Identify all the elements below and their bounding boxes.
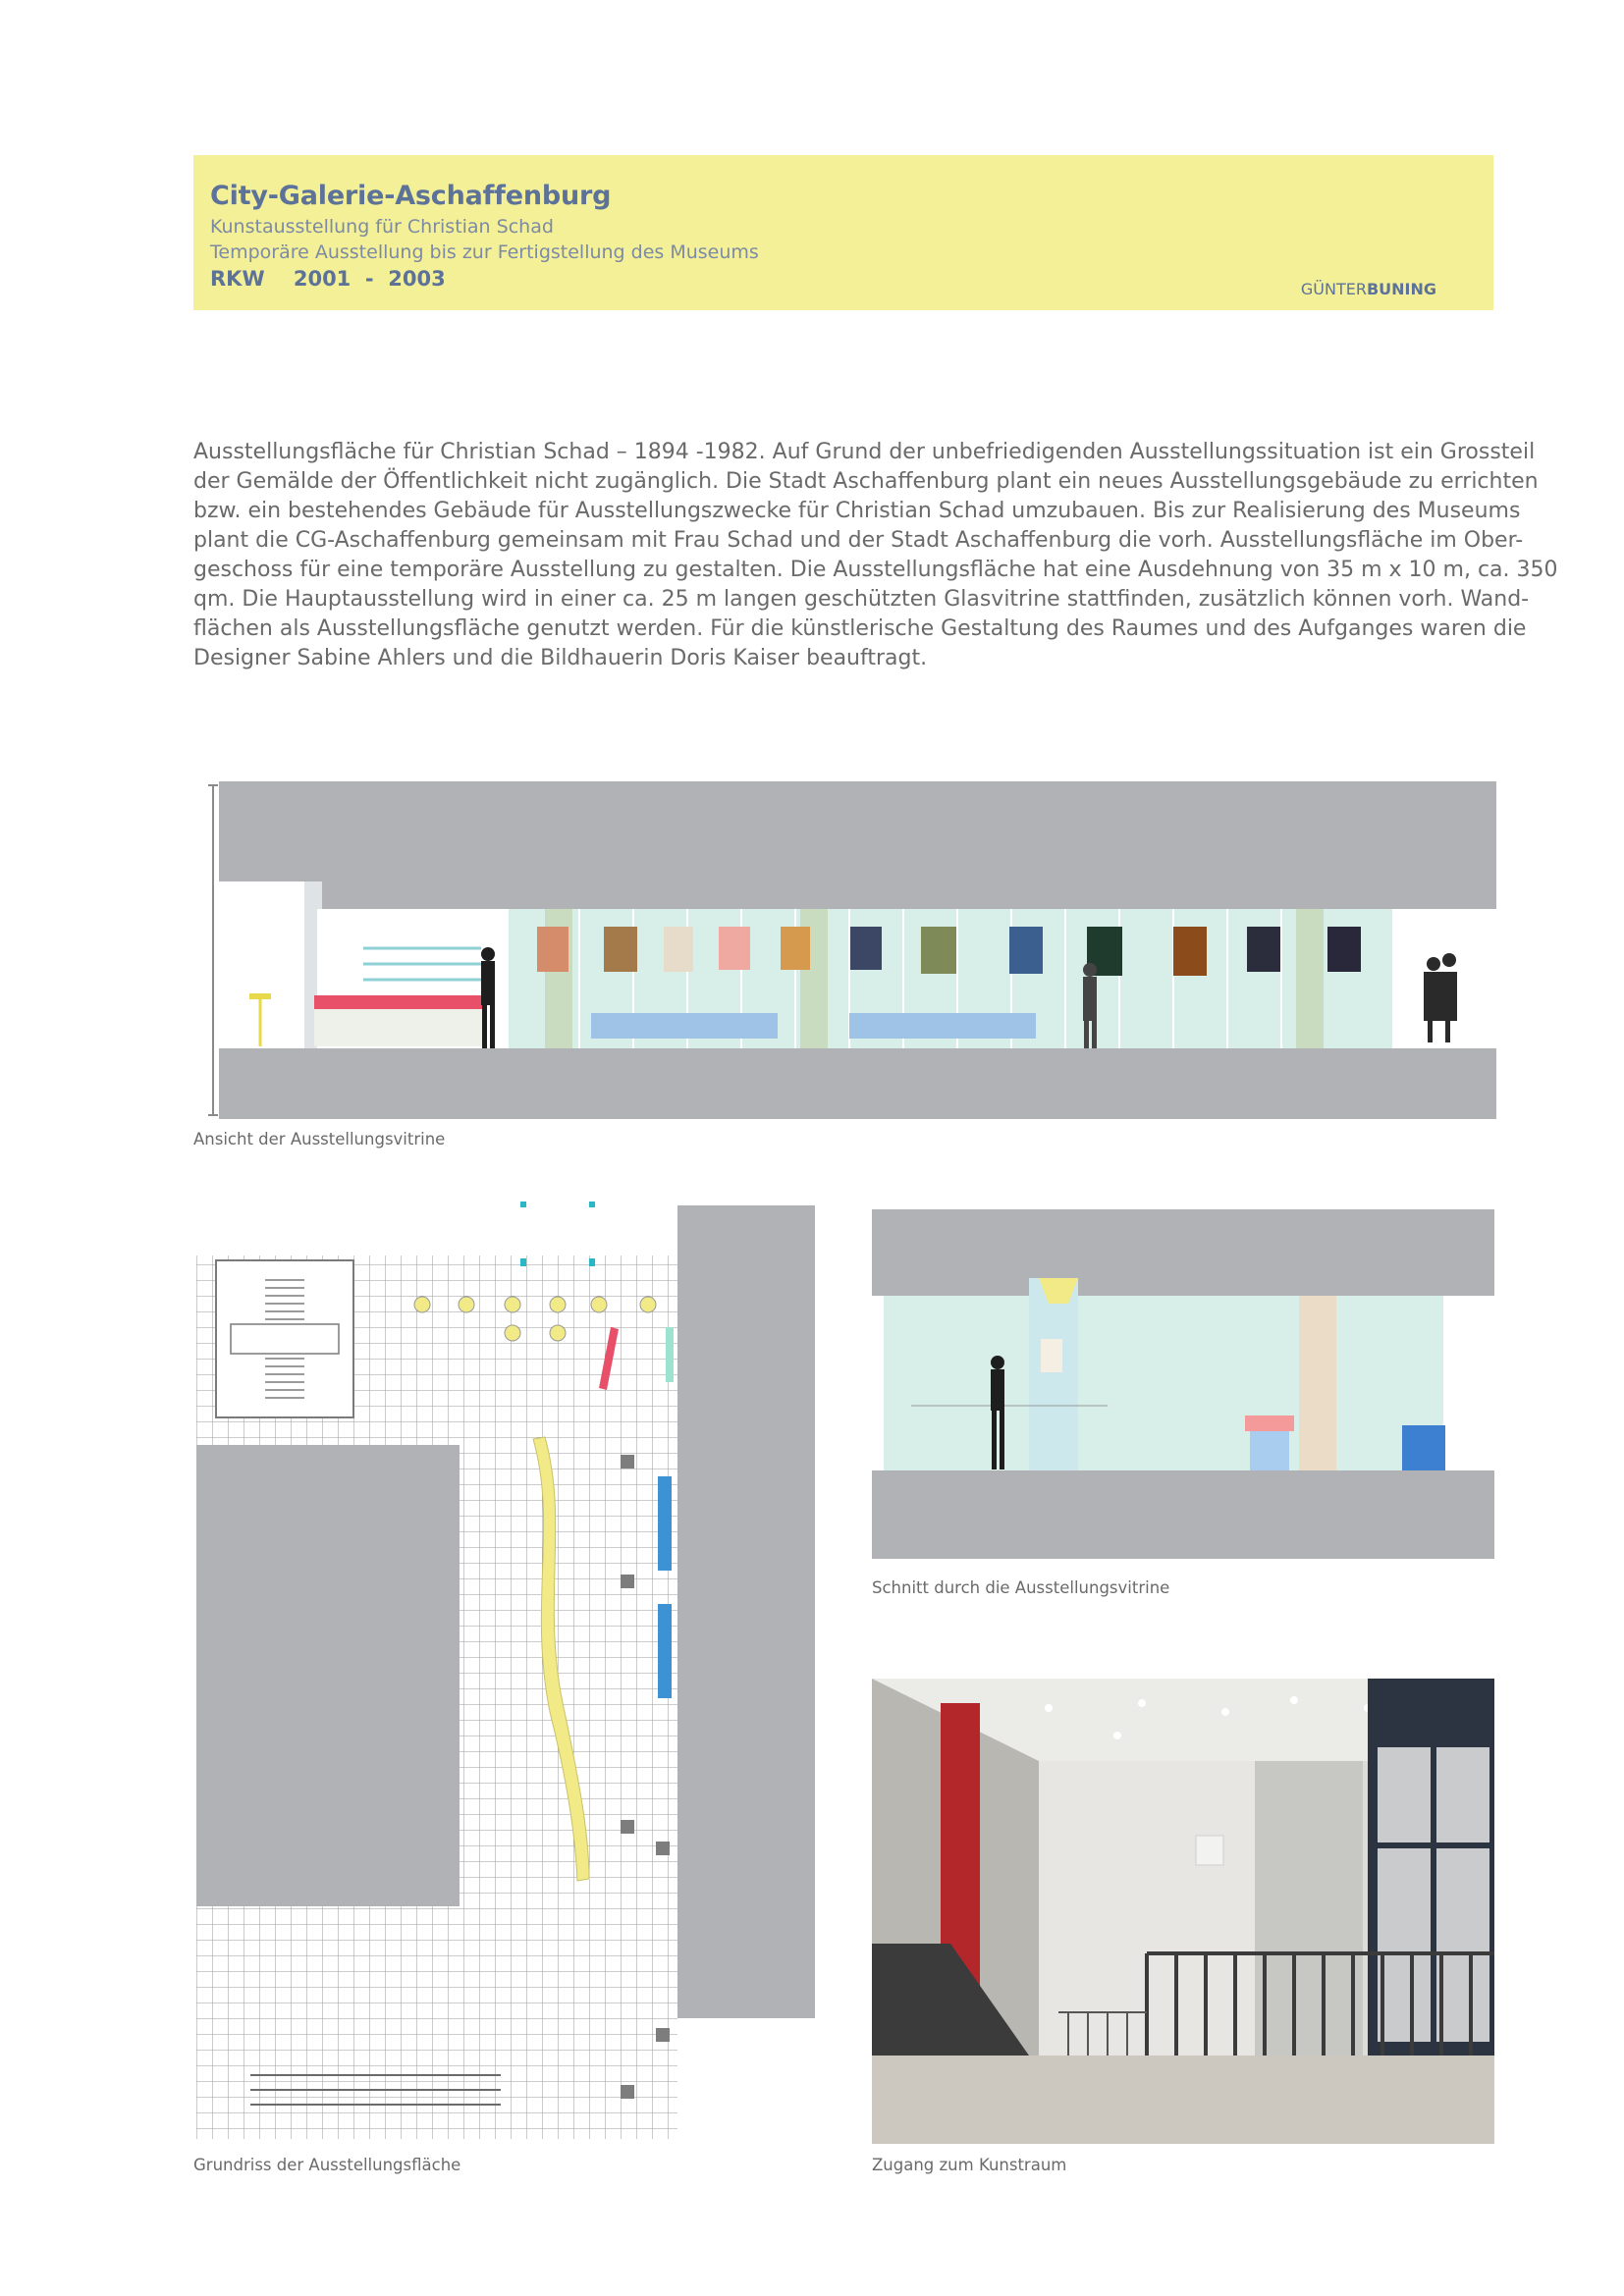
section-drawing — [872, 1209, 1494, 1559]
caption-plan: Grundriss der Ausstellungsfläche — [193, 2156, 461, 2174]
entrance-area — [219, 881, 317, 1048]
counter-section — [1245, 1415, 1294, 1431]
wall-block-left — [196, 1445, 460, 1906]
body-line: geschoss für eine temporäre Ausstellung zu gestalten. Die Ausstellungsfläche hat eine Ausdehnung von 35 m x 10 m, ca. 350 — [193, 558, 1558, 582]
hanging-painting — [1041, 1339, 1062, 1372]
display-panel — [666, 1327, 674, 1382]
body-line: plant die CG-Aschaffenburg gemeinsam mit Frau Schad und der Stadt Aschaffenburg die vorh. Ausstellungsfläche im Ober- — [193, 528, 1524, 553]
painting — [664, 927, 693, 972]
body-line: der Gemälde der Öffentlichkeit nicht zugänglich. Die Stadt Aschaffenburg plant ein neues Ausstellungsgebäude zu errichten — [193, 469, 1539, 494]
body-line: Ausstellungsfläche für Christian Schad – 1894 -1982. Auf Grund der unbefriedigenden Ausstellungssituation ist ein Grossteil — [193, 440, 1536, 464]
column — [1296, 909, 1324, 1048]
stone-panel — [1255, 1761, 1363, 2056]
blue-display — [658, 1476, 672, 1571]
floor-plan-drawing — [196, 1201, 815, 2139]
stairwell-photo — [872, 1679, 1494, 2144]
caption-photo: Zugang zum Kunstraum — [872, 2156, 1067, 2174]
section-column — [1299, 1296, 1336, 1470]
elevation-drawing — [206, 781, 1496, 1119]
wall-art — [1196, 1836, 1223, 1865]
painting — [604, 927, 637, 972]
stone-floor — [872, 2056, 1494, 2144]
ceiling-slab — [219, 781, 1496, 909]
painting — [1247, 927, 1280, 972]
project-years: RKW 2001 - 2003 — [210, 267, 446, 291]
painting — [719, 927, 750, 970]
body-line: qm. Die Hauptausstellung wird in einer ca. 25 m langen geschützten Glasvitrine stattfinden, zusätzlich können vorh. Wand- — [193, 587, 1530, 612]
body-line: Designer Sabine Ahlers und die Bildhauerin Doris Kaiser beauftragt. — [193, 646, 928, 670]
painting — [537, 927, 568, 972]
floor-slab — [219, 1048, 1496, 1119]
wall-block-right — [677, 1205, 815, 2018]
section-floor — [872, 1470, 1494, 1559]
stair-landing — [231, 1324, 339, 1354]
project-subtitle: Kunstausstellung für Christian Schad — [210, 216, 554, 238]
counter-top — [314, 995, 486, 1009]
painting — [1173, 927, 1207, 976]
brand-first-name: GÜNTER — [1300, 280, 1367, 298]
brand-last-name: BUNING — [1366, 280, 1436, 298]
blue-display — [658, 1604, 672, 1698]
painting — [1009, 927, 1043, 974]
project-description: Temporäre Ausstellung bis zur Fertigstellung des Museums — [210, 241, 759, 263]
body-text — [193, 438, 1558, 673]
side-element — [1402, 1425, 1445, 1470]
bench — [849, 1013, 1036, 1039]
section-vitrine — [1029, 1278, 1078, 1470]
brand-logo — [1301, 280, 1436, 298]
bench — [591, 1013, 778, 1039]
project-title: City-Galerie-Aschaffenburg — [210, 181, 612, 211]
section-ceiling — [872, 1209, 1494, 1296]
painting — [781, 927, 810, 970]
caption-elevation: Ansicht der Ausstellungsvitrine — [193, 1130, 446, 1148]
caption-section: Schnitt durch die Ausstellungsvitrine — [872, 1578, 1170, 1597]
body-line: flächen als Ausstellungsfläche genutzt werden. Für die künstlerische Gestaltung des Raumes und des Aufganges waren die — [193, 616, 1527, 641]
body-line: bzw. ein bestehendes Gebäude für Ausstellungszwecke für Christian Schad umzubauen. Bis zur Realisierung des Museums — [193, 499, 1521, 523]
painting — [850, 927, 882, 970]
painting — [921, 927, 956, 974]
section-glass — [884, 1296, 1443, 1470]
painting — [1327, 927, 1361, 972]
header-banner — [193, 155, 1493, 310]
